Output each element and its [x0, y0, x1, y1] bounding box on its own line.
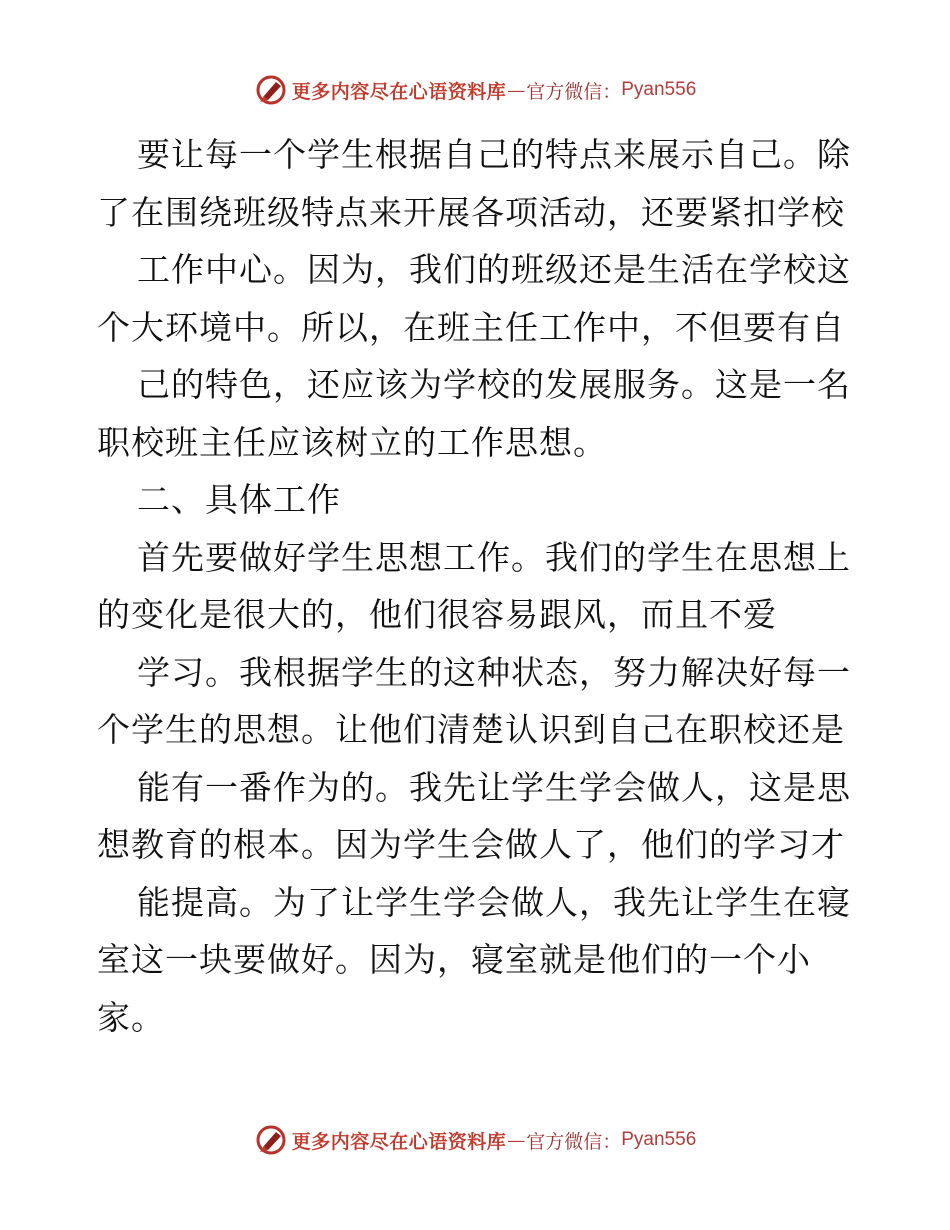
body-line: 了在围绕班级特点来开展各项活动，还要紧扣学校 — [97, 192, 845, 232]
body-line: 想教育的根本。因为学生会做人了，他们的学习才 — [97, 825, 845, 864]
body-line: 能提高。为了让学生学会做人，我先让学生在寝 — [137, 882, 851, 922]
body-line: 能有一番作为的。我先让学生学会做人，这是思 — [137, 767, 851, 807]
body-line: 家。 — [97, 997, 165, 1037]
body-line: 学习。我根据学生的这种状态，努力解决好每一 — [137, 652, 851, 692]
body-line: 职校班主任应该树立的工作思想。 — [97, 422, 607, 462]
footer-dash: — — [507, 1129, 526, 1151]
footer-brand-text: 更多内容尽在心语资料库 — [291, 1130, 507, 1153]
header-brand-text: 更多内容尽在心语资料库 — [291, 80, 507, 103]
header-wechat-id: Pyan556 — [621, 79, 697, 100]
header-wechat-label: 官方微信： — [526, 80, 622, 103]
body-line: 首先要做好学生思想工作。我们的学生在思想上 — [137, 537, 851, 577]
body-line: 个大环境中。所以，在班主任工作中，不但要有自 — [97, 307, 845, 347]
footer-banner — [0, 1122, 950, 1158]
header-banner — [0, 72, 950, 108]
body-line: 要让每一个学生根据自己的特点来展示自己。除 — [137, 135, 851, 174]
section-heading: 二、具体工作 — [137, 480, 341, 519]
body-line: 的变化是很大的，他们很容易跟风，而且不爱 — [97, 595, 777, 634]
body-line: 个学生的思想。让他们清楚认识到自己在职校还是 — [97, 710, 845, 749]
body-line: 己的特色，还应该为学校的发展服务。这是一名 — [137, 365, 851, 404]
pen-nib-logo-icon — [254, 1123, 288, 1157]
body-line: 工作中心。因为，我们的班级还是生活在学校这 — [137, 250, 851, 289]
pen-nib-logo-icon — [254, 73, 288, 107]
document-body — [97, 126, 857, 1046]
footer-wechat-label: 官方微信： — [526, 1130, 622, 1153]
footer-wechat-id: Pyan556 — [621, 1129, 697, 1150]
body-line: 室这一块要做好。因为，寝室就是他们的一个小 — [97, 940, 811, 979]
header-dash: — — [507, 79, 526, 101]
